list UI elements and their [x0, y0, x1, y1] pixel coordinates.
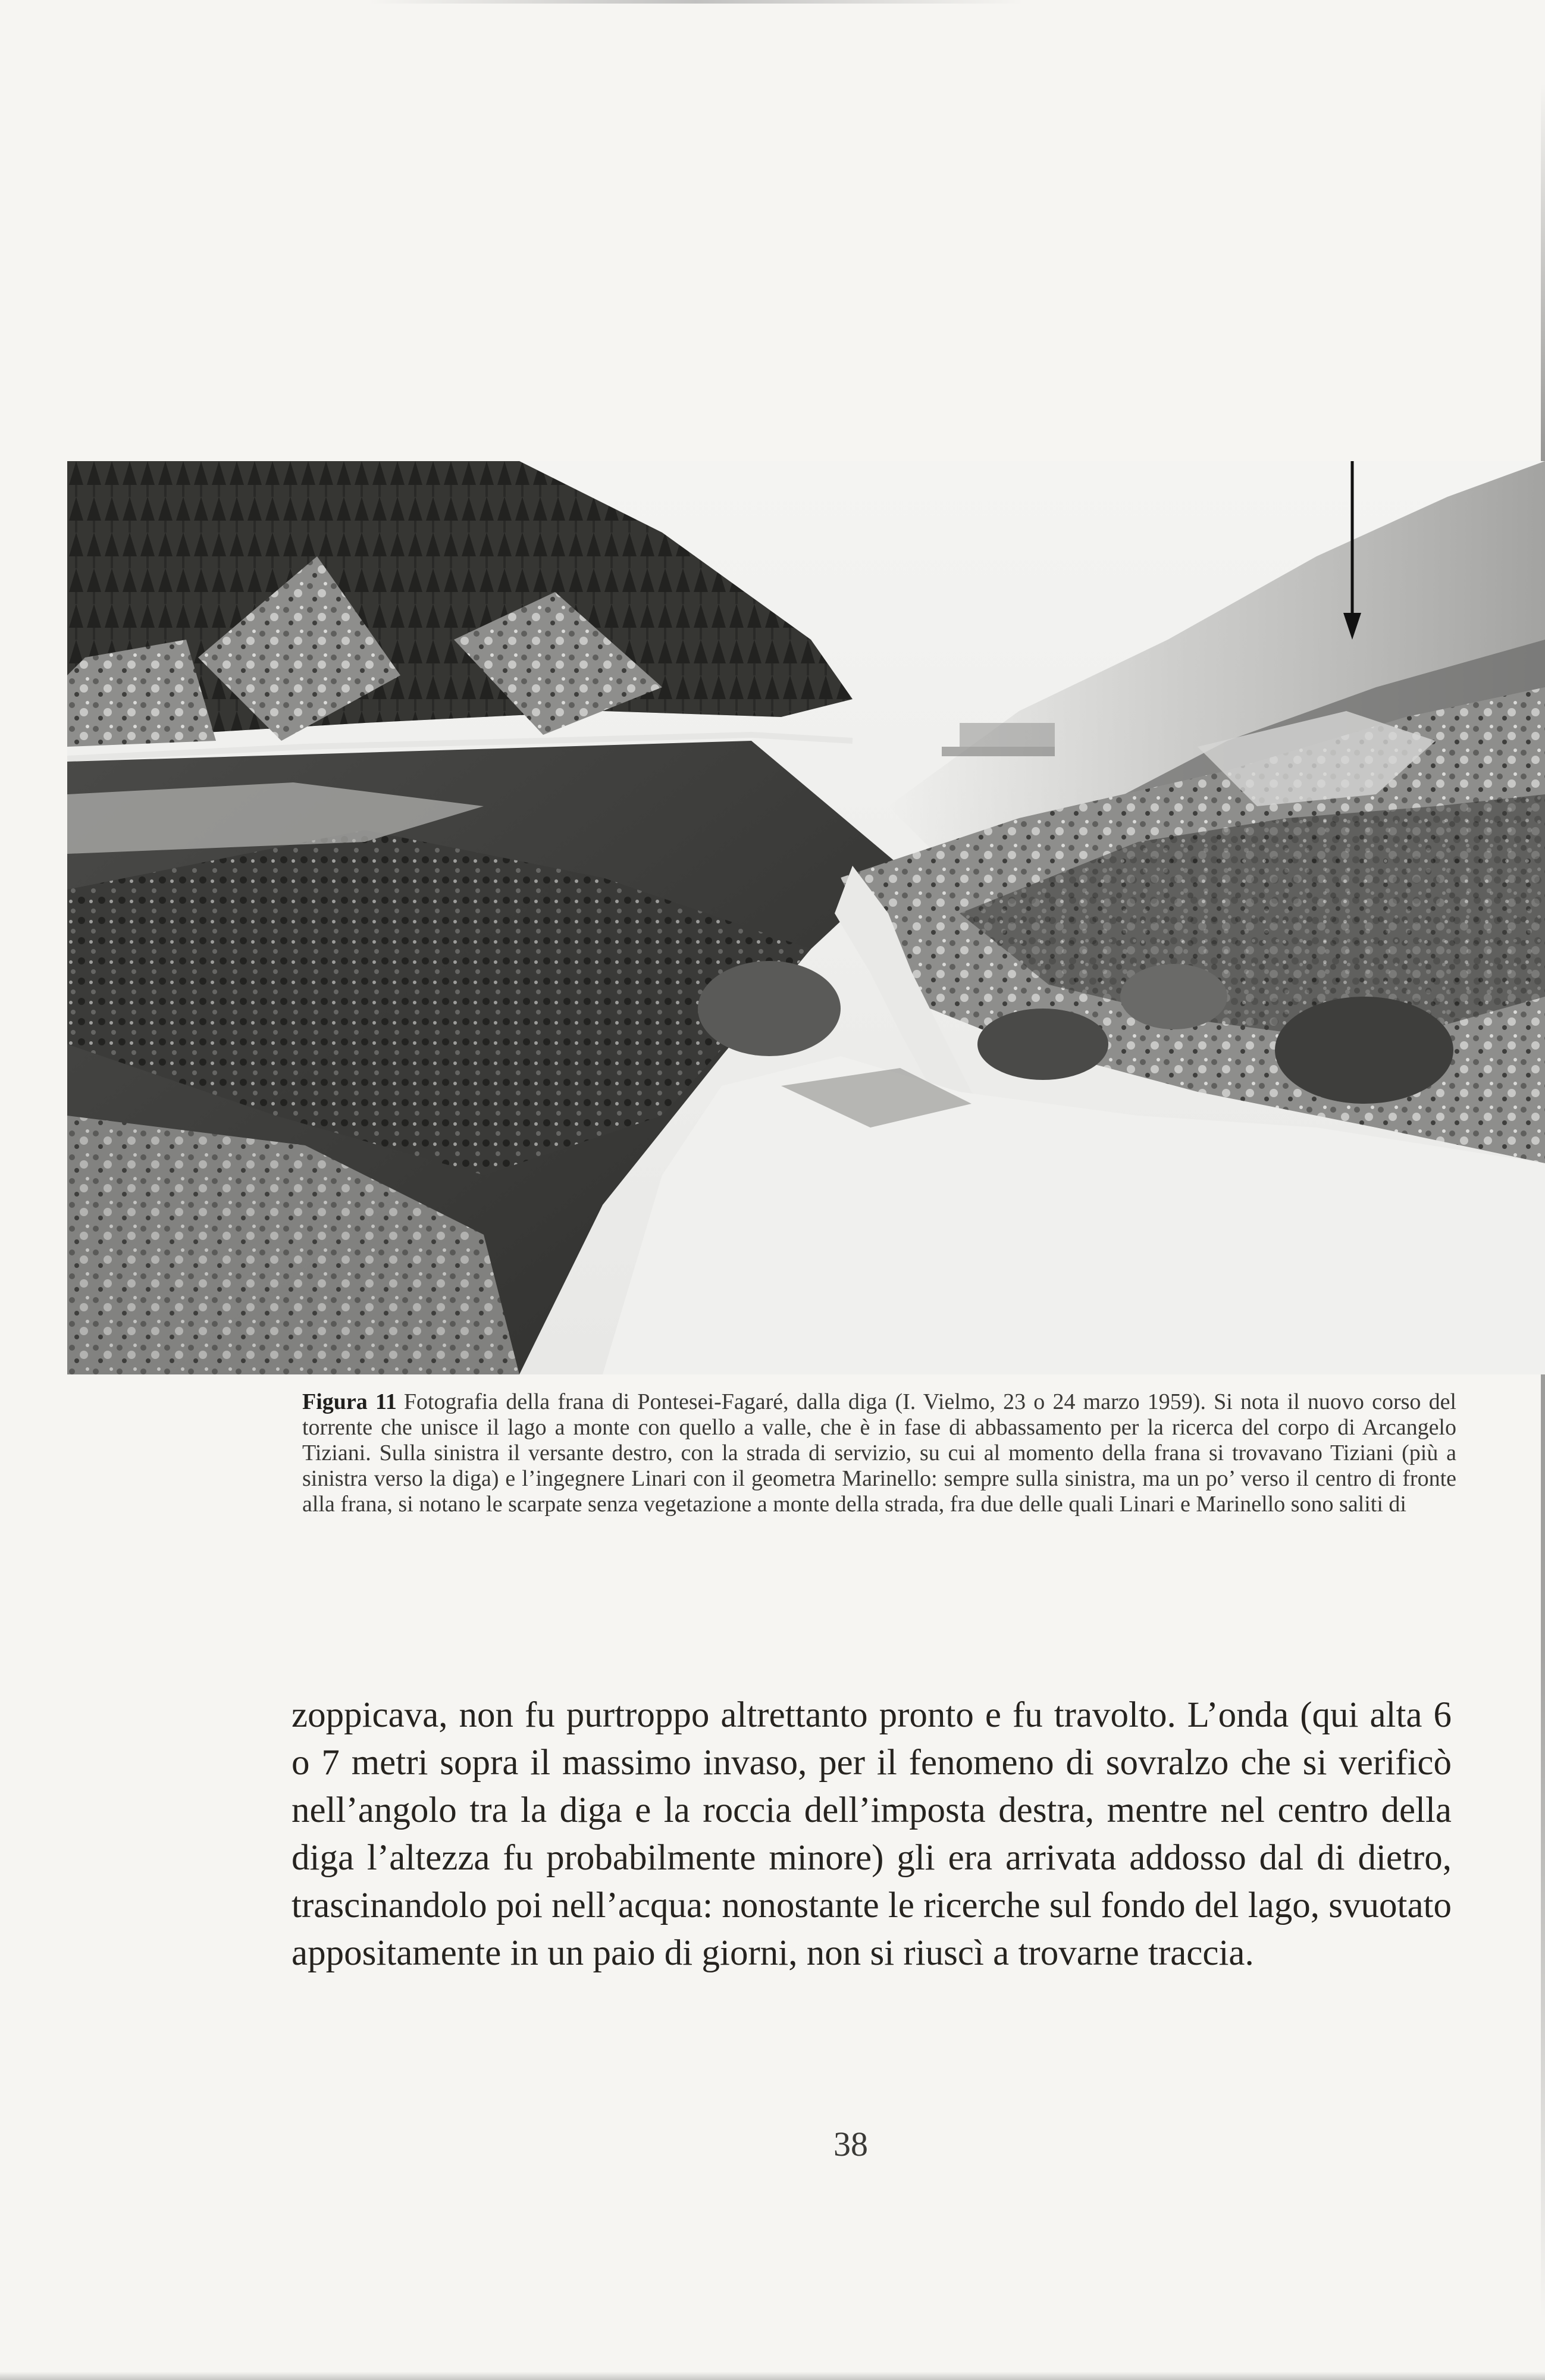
body-paragraph: zoppicava, non fu purtroppo altrettanto pronto e fu travolto. L’onda (qui alta 6 o 7 metri sopra il massimo invaso, per il fenomeno di sovralzo che si verificò nell’angolo tra la diga e la roccia dell’imposta destra, mentre nel centro della diga l’altezza fu probabilmente minore) gli era arrivata addosso dal di dietro, trascinandolo poi nell’acqua: nonostante le ricerche sul fondo del lago, svuotato appositamente in un paio di giorni, non si riuscì a trovarne traccia. — [292, 1695, 1452, 1973]
landslide-photograph — [67, 461, 1545, 1374]
figure-caption-text: Fotografia della frana di Pontesei-Fagaré, dalla diga (I. Vielmo, 23 o 24 marzo 1959). Si nota il nuovo corso del torrente che unisce il lago a monte con quello a valle, che è in fase di abbassamento per la ricerca del corpo di Arcangelo Tiziani. Sulla sinistra il versante destro, con la strada di servizio, su cui al momento della frana si trovavano Tiziani (più a sinistra verso la diga) e l’ingegnere Linari con il geometra Marinello: sempre sulla sinistra, ma un po’ verso il centro di fronte alla frana, si notano le scarpate senza vegetazione a monte della strada, fra due delle quali Linari e Marinello sono saliti di — [302, 1389, 1456, 1517]
figure-label: Figura 11 — [302, 1389, 397, 1414]
figure-caption — [302, 1389, 1456, 1517]
photograph-illustration — [67, 461, 1545, 1374]
page-number: 38 — [833, 2125, 868, 2163]
page-edge-top — [369, 0, 1023, 4]
page-edge-bottom — [0, 2372, 1545, 2380]
